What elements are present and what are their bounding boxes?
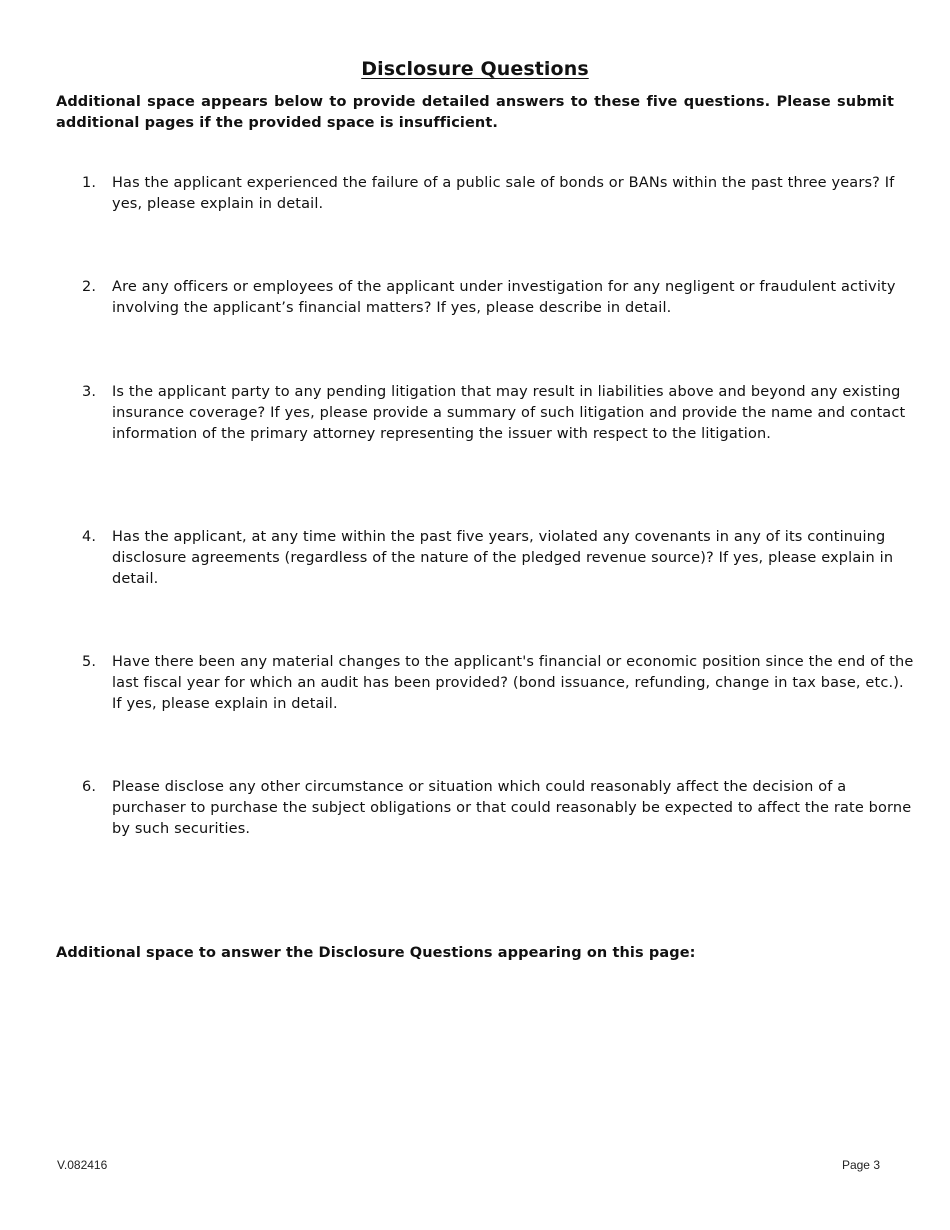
question-text: Has the applicant, at any time within the past five years, violated any covenants in any of its continuing disclosure agreements (regardless of the nature of the pledged revenue source)? If yes, please explain in detail.	[112, 529, 894, 587]
intro-instructions: Additional space appears below to provide detailed answers to these five questions. Please submit additional pages if the provided space is insufficient.	[56, 94, 894, 131]
question-number: 3.	[82, 384, 97, 400]
question-6	[82, 777, 914, 840]
additional-space-label: Additional space to answer the Disclosure Questions appearing on this page:	[56, 945, 696, 961]
question-text: Has the applicant experienced the failure of a public sale of bonds or BANs within the past three years? If yes, please explain in detail.	[112, 175, 895, 212]
footer-page-number: Page 3	[841, 1158, 880, 1172]
question-number: 5.	[82, 654, 97, 670]
footer-version: V.082416	[57, 1158, 108, 1172]
question-text: Have there been any material changes to the applicant's financial or economic position since the end of the last fiscal year for which an audit has been provided? (bond issuance, refunding, change in tax base, etc.). If yes, please explain in detail.	[112, 654, 914, 712]
question-3	[82, 382, 914, 445]
question-number: 4.	[82, 529, 97, 545]
question-number: 1.	[82, 175, 97, 191]
question-text: Please disclose any other circumstance or situation which could reasonably affect the decision of a purchaser to purchase the subject obligations or that could reasonably be expected to affect the rate borne by such securities.	[112, 779, 912, 837]
question-2	[82, 277, 914, 319]
question-number: 2.	[82, 279, 97, 295]
question-number: 6.	[82, 779, 97, 795]
question-5	[82, 652, 914, 715]
page-title: Disclosure Questions	[361, 58, 589, 80]
question-1	[82, 173, 914, 215]
question-4	[82, 527, 914, 590]
question-text: Is the applicant party to any pending litigation that may result in liabilities above and beyond any existing insurance coverage? If yes, please provide a summary of such litigation and provide the name and contact information of the primary attorney representing the issuer with respect to the litigation.	[112, 384, 906, 442]
question-text: Are any officers or employees of the applicant under investigation for any negligent or fraudulent activity involving the applicant’s financial matters? If yes, please describe in detail.	[112, 279, 896, 316]
